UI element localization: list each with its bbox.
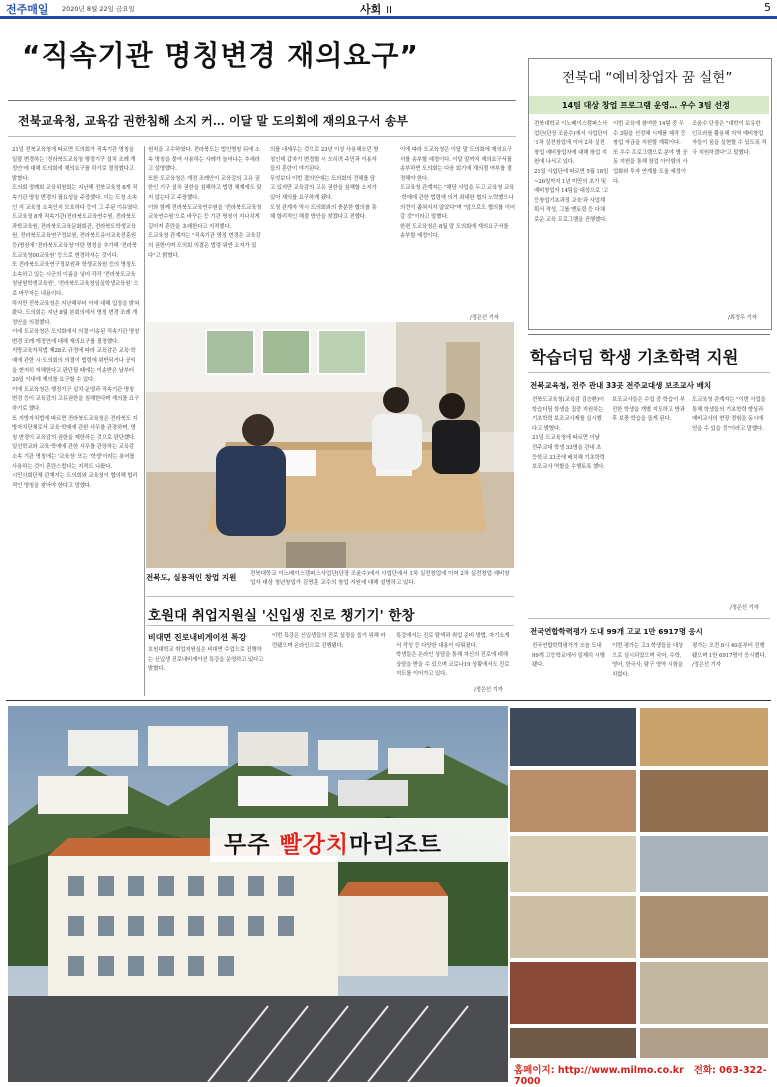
issue-date: 2020년 8월 22일 금요일 [62,5,135,13]
paragraph: 이번 특강은 신입생들의 진로 설정을 돕기 위해 마련됐으며 온라인으로 진행됐다. [272,633,386,649]
column-rule [144,146,145,696]
paragraph: 도교육청 8개 직속기관(전라북도교육연수원, 전라북도과학교육원, 전라북도교육문화회관, 전라북도학생교육원, 전라북도교육연구정보원, 전라북도유아교육진흥원 등)명칭에 '전라북도교육청'이란 명칭을 추가해 '전라북도교육청00교육원' 등으로 변경하자는 것이다. [12,214,137,259]
page-number: 5 [764,1,771,14]
edu2-col1 [532,642,606,694]
startup-col3 [692,120,767,320]
paragraph: 하지만 전북교육청은 지난해부터 이에 대해 입장을 밝혀왔다. 도의회는 지난 8월 본회의에서 명칭 변경 조례 개정안을 의결했다. [12,300,140,326]
edu-article-title: 학습더딤 학생 기초학력 지원 [530,348,739,367]
divider [528,372,770,373]
edu2-col3 [692,642,768,694]
paragraph: 전북도교육청(교육감 김승환)이 학습더딤 학생을 집중 지원하는 기초학력 보조교사제를 실시했다고 밝혔다. [532,397,605,432]
divider [528,334,770,335]
paragraph: 이번 평가는 고3 학생들을 대상으로 실시되었으며 국어, 수학, 영어, 한국사, 탐구 영역 시험을 치렀다. [612,643,684,678]
main-article-col4 [400,146,515,318]
main-article-col2 [148,146,263,318]
paragraph: 이번 교육에 참여한 14팀 중 우수 3팀을 선정해 시제품 제작 등 창업 자금을 지원할 계획이다. [613,121,686,147]
startup-col2 [613,120,688,320]
edu-col2 [612,396,686,614]
main-photo [146,322,514,568]
paragraph: 한편 도교육청은 8월 말 도의회에 재의요구서를 송부할 예정이다. [400,223,509,240]
paragraph: 또 전라북도교육연구정보원과 학생교육원 등의 명칭도 소속하고 있는 시군의 이름을 넣어 각각 '전라북도교육청남원학생교육원', '전라북도교육청임실학생교육원' 으로 바꾸자는 내용이다. [12,262,139,297]
edu-article-subhead: 전북교육청, 전주 관내 33곳 전주교대생 보조교사 배치 [530,381,712,390]
startup-col1 [534,120,609,320]
paragraph: 이에 따라 도교육청은 이달 말 도의회에 재의요구서를 송부할 예정이다. 이달 말까지 재의요구서를 송부하면 도의회는 다음 회기에 재의결 여부를 결정해야 한다. [400,147,512,182]
job-byline: /정은선 기자 [474,687,503,693]
paragraph: 21일 도교육청에 따르면 이날 전주교대 학생 33명을 관내 초등학교 33곳에 배치해 기초학력 보조교사 역할을 수행토록 했다. [532,435,605,471]
startup-byline: /최정우 기자 [728,315,757,321]
paragraph: 학생들은 온라인 상담을 통해 자신의 진로에 대해 상담을 받을 수 있으며 코로나19 상황에서도 진로 지도를 이어가고 있다. [396,652,510,678]
section-title: 사회 II [360,3,393,16]
divider [8,136,516,137]
paragraph: /정은선 기자 [692,662,721,669]
paragraph: 이에 도교육청은 행정기구 설치·운영과 직속기관 명칭 변경 등이 교육감의 고유권한을 침해한다며 재의를 요구하기로 했다. [12,386,140,413]
paragraph: 21일 사업단에 따르면 5월 18일~26일까지 1년 미만의 초기 및 예비창업자 14팀을 대상으로 '고등창업기초과정 교육'과 사업계획서 작성, 그룹 멘토링 등 다채로운 교육 프로그램을 진행했다. [534,168,609,223]
paragraph: 또한 도교육청은 개정 조례안이 교육감의 고유 권한인 기구 설치 권한을 침해하고 법령 체계에도 맞지 않는다고 주장했다. [148,175,262,201]
main-subhead: 전북교육청, 교육감 권한침해 소지 커… 이달 말 도의회에 재의요구서 송부 [18,114,408,128]
resort-name: 무주 빨강치마리조트 [224,832,442,858]
paragraph: 원칙을 고수하였다. 전라북도는 법인명칭 뒤에 소속 명칭을 붙여 사용하는 사례가 늘어나는 추세라고 설명했다. [148,147,260,173]
edu-byline: /정은선 기자 [730,605,759,611]
page-header [0,0,777,16]
paragraph: 보조교사들은 수업 중 학습이 부진한 학생을 개별 지도하고 방과후 보충 학습을 돕게 된다. [612,397,685,423]
paragraph: 조윤수 단장은 "대학이 보유한 인프라를 활용해 지역 예비창업자들이 꿈을 실현할 수 있도록 적극 지원하겠다"고 말했다. [692,121,767,156]
meeting-photo [146,322,514,568]
paragraph: 평가는 오전 8시 40분부터 진행됐으며 1만 6917명이 응시했다. [692,643,767,659]
phone-number: 063-322-7000 [514,1065,767,1087]
job-article-col3 [396,632,514,686]
paragraph: 호원대학교 취업지원실은 비대면 수업으로 진행하는 신입생 진로내비게이션 특강을 운영하고 있다고 밝혔다. [148,647,264,673]
photo-caption: 전북대학교 이노베이스캠퍼스사업단(단장 조윤수)에서 사업단에서 1차 실전창업에 이어 2차 실전창업 예비창업자 대상 청년창업가 김명훈 교수의 창업 지원에 대해 설명하고 있다. [250,571,510,586]
ad-top-rule [6,700,771,701]
edu-col3 [692,396,768,606]
paragraph: 도교육청 관계자는 "해당 사업을 두고 교육청 교육·학예에 관한 법령에 의거 최대한 협의 노력했으나 의견이 좁혀지지 않았다"며 "앞으로도 협의를 이어갈 것"이라고 말했다. [400,185,515,221]
ad-contact: 홈페이지: http://www.milmo.co.kr 전화: 063-322-7000 [514,1065,767,1087]
job-article-title: 호원대 취업지원실 '신입생 진로 챙기기' 한창 [148,608,415,624]
divider [528,618,770,619]
paragraph: 지방교육자치법 제28조 규정에 따라 교육감은 교육·학예에 관한 시·도의회의 의결이 법령에 위반되거나 공익을 현저히 저해한다고 판단될 때에는 이송받은 날부터 20일 이내에 재의를 요구할 수 있다. [12,348,136,384]
paragraph: 이에 도교육청은 도의회에서 의결·이송된 직속기관 명칭 변경 조례 개정안에 대해 재의요구를 결정했다. [12,329,140,345]
paragraph: 도교육청 관계자는 "이번 사업을 통해 학생들의 기초학력 향상과 예비교사의 현장 경험을 동시에 얻을 수 있을 것"이라고 말했다. [692,397,766,432]
photo-caption-title: 전북도, 실용적인 창업 지원 [146,573,237,582]
paragraph: 무엇보다 이번 결의안에는 도의회의 견해를 담고 있지만 교육감의 고유 권한을 침해할 소지가 있어 재의를 요구하게 됐다. [270,175,377,201]
paragraph: 의를 내세우는 것으로 23년 이상 사용해오던 명칭인데 갑자기 변경할 시 오히려 주민과 이용자들의 혼란이 야기된다. [270,147,379,173]
job-article-col2 [272,632,390,694]
paragraph: 21일 전북교육청에 따르면 도의회가 직속기관 명칭을 일괄 변경하는 '전라북도교육청 행정기구 설치 조례 개정안'에 대해 도의회에 재의요구를 하기로 결정했다고 밝혔다. [12,147,136,182]
paragraph: 시민사회단체 관계자는 도의회와 교육청이 협의해 합리적인 명칭을 찾아야 한다고 말했다. [12,473,138,489]
divider [146,596,514,597]
paragraph: 도청 관계자 역시 도의회와의 충분한 협의를 통해 합리적인 해결 방안을 찾겠다고 전했다. [270,204,377,221]
divider [8,100,516,101]
paragraph: 도교육청 관계자는 "직속기관 명칭 변경은 교육감의 권한이며 도의회 의결은 법령 위반 소지가 있다"고 밝혔다. [148,233,261,259]
startup-article-title: 전북대 “예비창업자 꿈 실현” [562,70,733,86]
job-article-col1 [148,646,266,694]
resort-photo [8,706,770,1082]
header-rule [0,16,777,19]
main-byline: /정은선 기자 [470,315,499,321]
job-article-subhead: 비대면 진로내비게이션 특강 [148,632,247,642]
edu-col1 [532,396,606,614]
divider [146,625,514,626]
edu2-col2 [612,642,686,694]
paragraph: 이와 함께 전라북도교육연수원을 '전라북도교육청교육연수원'으로 바꾸는 등 기관 명칭이 지나치게 길어져 혼란을 초래한다고 지적했다. [148,204,262,230]
paragraph: 도의회 정례회 교육위원회는 지난해 전북교육청 8개 직속기관 명칭 변경의 필요성을 주장했다. 이는 도청 소속인 지 교육청 소속인지 모호하다 등이 그 주된 이유였다. [12,185,139,211]
main-headline: “직속기관 명칭변경 재의요구” [22,39,419,72]
paragraph: 일선학교와 교육·학예에 관한 사무를 관장하는 교육감 소속 기관 명칭에는 '교육청' 또는 '학생'이라는 용어를 사용하는 것이 혼란스럽다는 지적도 나왔다. [12,444,135,470]
paragraph: 전국연합학력평가가 오늘 도내 99개 고등학교에서 일제히 시행됐다. [532,643,605,669]
paragraph: 또 지방자치법에 따르면 전라북도교육청은 전라북도 지방자치단체로서 교육·학예에 관한 사무를 관장하며, 명칭 변경이 교육감의 권한을 제한하는 것으로 판단했다. [12,415,138,441]
edu-sub2: 전국연합학력평가 도내 99개 고교 1만 6917명 응시 [530,627,703,636]
main-article-col1 [12,146,140,694]
startup-article-subhead: 14팀 대상 창업 프로그램 운영… 우수 3팀 선정 [562,101,730,110]
resort-ad [8,706,770,1082]
homepage-link[interactable]: http://www.milmo.co.kr [557,1065,684,1076]
newspaper-logo: 전주매일 [6,3,49,16]
main-article-col3 [270,146,380,318]
paragraph: 특강에서는 진로 탐색과 취업 준비 방법, 자기소개서 작성 등 다양한 내용이 다뤄졌다. [396,633,510,649]
paragraph: 또 우수 프로그램으로 분야 별 공동 지원을 통해 창업 아이템의 사업화와 투자 연계를 도울 예정이다. [613,149,688,185]
paragraph: 전북대학교 이노베이스캠퍼스사업단(단장 조윤수)에서 사업단이 '1차 실전창업에 이어 2차 실전창업 예비창업자에 대해 창업 지원에 나서고 있다. [534,121,608,166]
